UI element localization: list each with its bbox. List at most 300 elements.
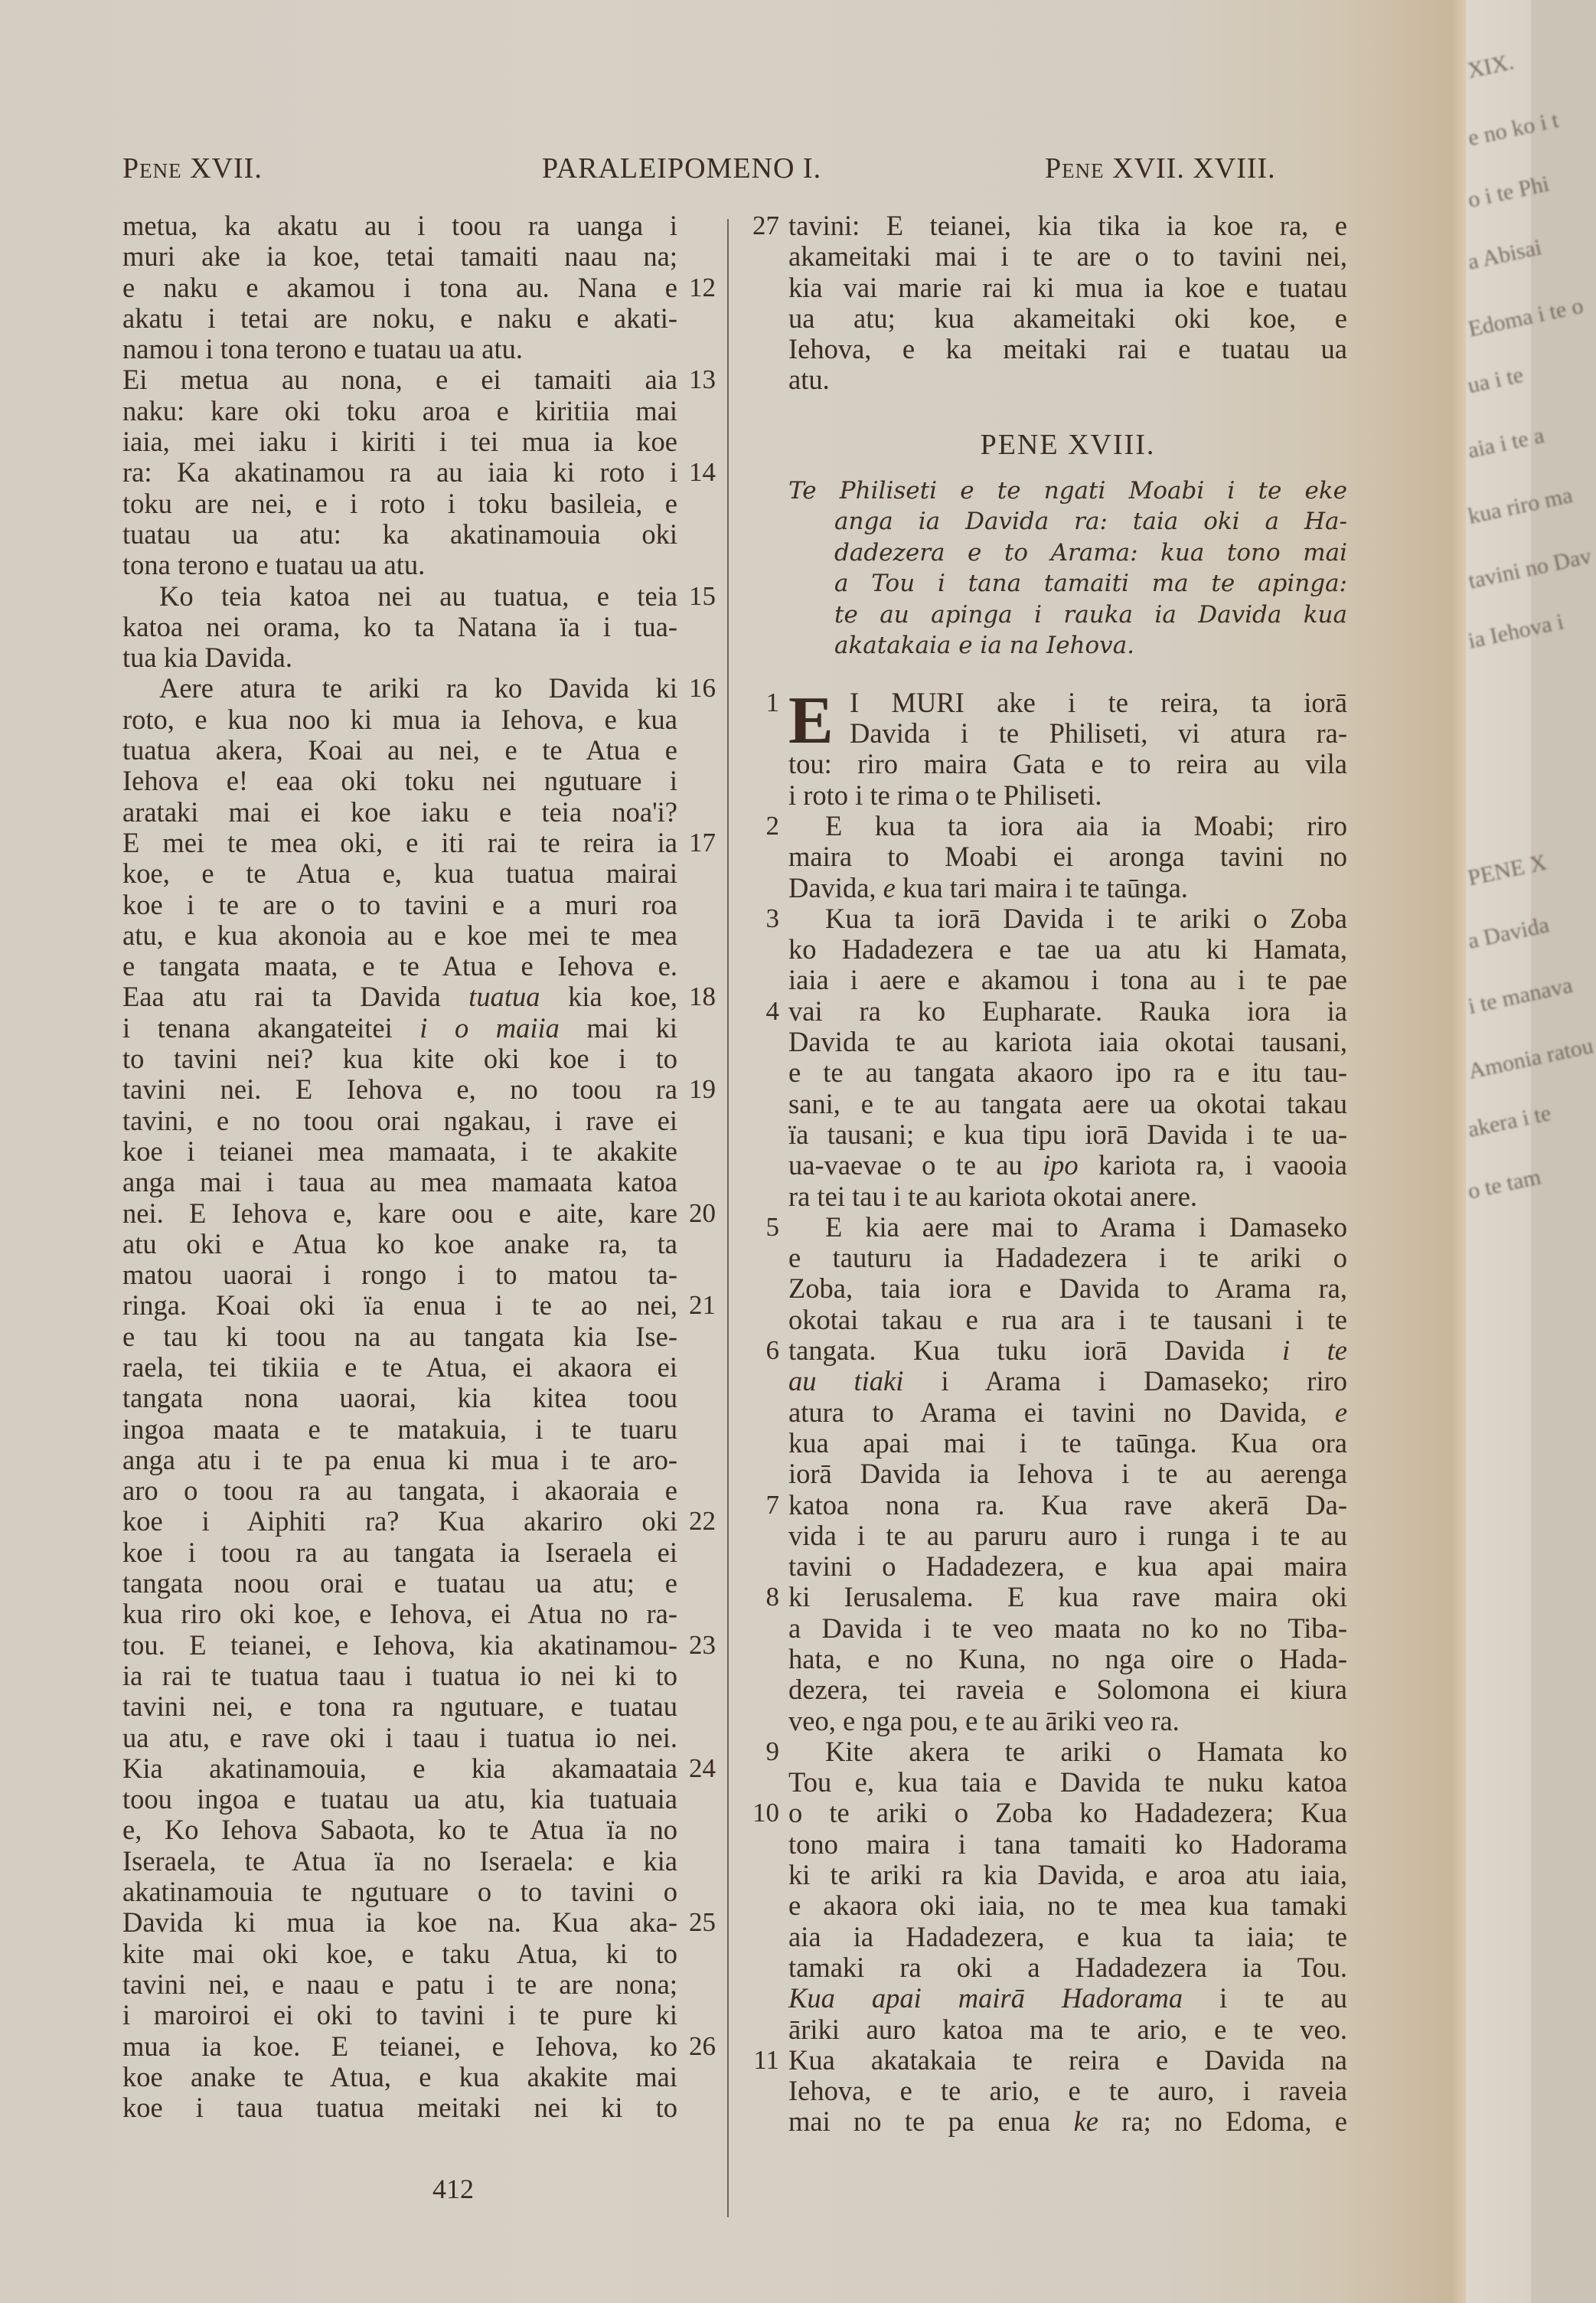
line-text: [788, 2045, 1347, 2076]
summary-text: akatakaia e ia na Iehova.: [834, 632, 1135, 660]
text-line: [122, 1939, 677, 1969]
text-line: [122, 1167, 677, 1197]
adjacent-page-text: ua i te: [1465, 361, 1526, 399]
verse-number: 4: [765, 995, 779, 1026]
text-run: tavini nei, e naau e patu i te are nona;: [122, 1968, 677, 2000]
line-text: [122, 1753, 677, 1784]
verse-number: 27: [752, 211, 779, 240]
italic-text: i te: [1282, 1334, 1348, 1367]
text-run: mai no te pa enua: [788, 2105, 1051, 2138]
line-text: [788, 873, 1347, 903]
text-line: [122, 1628, 716, 1661]
text-run: kite mai oki koe, e taku Atua, ki to: [122, 1937, 677, 1969]
line-text: [788, 1027, 1347, 1057]
text-line: [788, 1273, 1347, 1304]
running-head-left: [122, 152, 263, 185]
text-run: vai ra ko Eupharate. Rauka iora ia: [788, 995, 1347, 1027]
line-text: [122, 1074, 677, 1105]
verse-number: 8: [765, 1582, 779, 1612]
running-head-left-chapter: XVII.: [190, 152, 263, 185]
line-text: [122, 828, 677, 858]
text-run: Kua ta iorā Davida i te ariki o Zoba: [825, 902, 1347, 934]
text-line: [122, 334, 677, 364]
line-text: [122, 334, 677, 364]
text-line: [122, 1599, 677, 1629]
line-text: [122, 1630, 677, 1661]
line-text: [122, 673, 677, 704]
text-run: ua-vaevae o te au: [788, 1149, 1023, 1181]
text-line: [788, 334, 1347, 364]
text-run: vida i te au paruru auro i runga i te au: [788, 1519, 1347, 1551]
text-line: [765, 809, 1347, 841]
text-run: ringa. Koai oki ïa enua i te ao nei,: [122, 1289, 677, 1321]
line-text: [788, 1551, 1347, 1582]
text-line: [788, 1181, 1347, 1212]
italic-text: i o maiia: [419, 1011, 560, 1044]
verse-number: 9: [765, 1736, 779, 1766]
text-run: ua atu; kua akameitaki oki koe, e: [788, 302, 1347, 334]
chapter-summary: [788, 475, 1347, 662]
adjacent-page-edge: [1465, 0, 1596, 2303]
text-line: [122, 1321, 677, 1352]
text-run: koe, e te Atua e, kua tuatua mairai: [122, 858, 677, 890]
line-text: [122, 396, 677, 426]
line-text: [122, 920, 677, 951]
line-text: [122, 1352, 677, 1383]
line-text: [788, 2106, 1347, 2137]
line-text: [788, 241, 1347, 272]
text-run: i maroiroi ei oki to tavini i te pure ki: [122, 1999, 677, 2031]
text-line: [122, 396, 677, 426]
italic-text: tuatua: [468, 981, 540, 1013]
line-text: [122, 1044, 677, 1074]
line-text: [788, 1243, 1347, 1273]
text-line: [122, 519, 677, 550]
line-text: [122, 1414, 677, 1445]
line-text: [788, 1706, 1347, 1736]
line-text: I MURI ake i te reira, ta iorā: [850, 686, 1347, 718]
text-run: E mei te mea oki, e iti rai te reira ia: [122, 826, 677, 858]
text-run: tangata. Kua tuku iorā Davida: [788, 1334, 1245, 1367]
text-line: [788, 303, 1347, 334]
text-run: e te au tangata akaoro ipo ra e itu tau-: [788, 1057, 1347, 1089]
text-run: mua ia koe. E teianei, e Iehova, ko: [122, 2030, 677, 2062]
adjacent-page-text: Amonia ratou: [1466, 1033, 1596, 1084]
text-line: [788, 1983, 1347, 2014]
running-head-title: PARALEIPOMENO I.: [542, 152, 822, 185]
text-run: tangata noou orai e tuatau ua atu; e: [122, 1567, 677, 1599]
text-run: Iseraela, te Atua ïa no Iseraela: e kia: [122, 1844, 677, 1877]
adjacent-page-text: o i te Phi: [1465, 171, 1552, 213]
text-run: Iehova, e te ario, e te auro, i raveia: [788, 2075, 1347, 2107]
text-line: [788, 1706, 1347, 1736]
summary-text: dadezera e to Arama: kua tono mai: [834, 538, 1347, 567]
text-run: tona terono e tuatau ua atu.: [122, 549, 426, 581]
text-line: [788, 1922, 1347, 1952]
text-line: [122, 1505, 716, 1537]
text-run: anga atu i te pa enua ki mua i te aro-: [122, 1443, 677, 1475]
text-run: tou: riro maira Gata e to reira au vila: [788, 748, 1347, 780]
line-text: [122, 1784, 677, 1815]
line-text: [788, 211, 1347, 241]
text-run: aro o toou ra au tangata, i akaoraia e: [122, 1475, 677, 1507]
text-line: [788, 1644, 1347, 1674]
text-line: [122, 1197, 716, 1229]
line-text: [788, 273, 1347, 303]
text-run: kia vai marie rai ki mua ia koe e tuatau: [788, 271, 1347, 303]
text-line: [122, 1106, 677, 1136]
text-line: [788, 780, 1347, 811]
summary-text: anga ia Davida ra: taia oki a Ha-: [834, 508, 1347, 536]
text-run: tavini nei. E Iehova e, no toou ra: [122, 1073, 677, 1106]
text-run: koe i Aiphiti ra? Kua akariro oki: [122, 1505, 677, 1537]
line-text: [788, 1829, 1347, 1860]
line-text: [788, 1273, 1347, 1304]
chapter-heading: PENE XVIII.: [980, 428, 1156, 461]
text-line: [122, 1229, 677, 1259]
text-run: o te ariki o Zoba ko Hadadezera; Kua: [788, 1797, 1347, 1829]
text-run: tou. E teianei, e Iehova, kia akatinamou-: [122, 1628, 677, 1661]
text-run: āriki auro katoa ma te ario, e te veo.: [788, 2013, 1347, 2045]
line-text: [788, 903, 1347, 934]
verse-number: 20: [689, 1197, 716, 1228]
text-line: [122, 981, 716, 1013]
line-text: [122, 581, 677, 612]
text-line: [122, 797, 677, 828]
text-line: [788, 1057, 1347, 1088]
column-rule: [727, 219, 729, 2217]
line-text: [122, 1136, 677, 1167]
text-run: roto, e kua noo ki mua ia Iehova, e kua: [122, 703, 677, 735]
running-head-right: [1045, 152, 1276, 185]
line-text: [122, 766, 677, 796]
verse-number: 5: [765, 1211, 779, 1242]
line-text: [788, 1582, 1347, 1612]
text-line: [122, 1784, 677, 1815]
verse-number: 6: [765, 1335, 779, 1366]
line-text: [122, 704, 677, 735]
text-run: Iehova, e ka meitaki rai e tuatau ua: [788, 333, 1347, 365]
line-text: [122, 2062, 677, 2092]
text-run: ingoa maata e te matakuia, i te tuaru: [122, 1413, 677, 1445]
text-line: [788, 1305, 1347, 1335]
summary-line: [788, 475, 1347, 507]
text-line: [788, 2076, 1347, 2106]
text-run: ra; no Edoma, e: [1121, 2105, 1347, 2138]
line-text: [122, 1969, 677, 2000]
text-line: [788, 273, 1347, 303]
verse-number: 12: [689, 272, 716, 302]
verse-number: 3: [765, 903, 779, 933]
line-text: [122, 1321, 677, 1352]
line-text: [122, 2031, 677, 2062]
verse-number: 17: [689, 827, 716, 858]
running-head-right-prefix: Pene: [1045, 152, 1105, 185]
line-text: [122, 364, 677, 395]
line-text: [788, 1181, 1347, 1212]
summary-text: te au apinga i rauka ia Davida kua: [834, 600, 1347, 629]
italic-text: ipo: [1043, 1149, 1079, 1181]
line-text: [788, 1674, 1347, 1705]
text-line: [122, 1752, 716, 1784]
text-line: [122, 580, 716, 612]
line-text: [122, 1568, 677, 1599]
text-run: Iehova e! eaa oki toku nei ngutuare i: [122, 765, 677, 797]
text-run: to tavini nei? kua kite oki koe i to: [122, 1043, 677, 1075]
text-line: [122, 1475, 677, 1506]
chapter-18-body: [752, 683, 1348, 2138]
running-head-left-prefix: Pene: [122, 152, 182, 185]
verse-number: 22: [689, 1506, 716, 1537]
line-text: [122, 1846, 677, 1877]
text-run: i te au: [1219, 1982, 1348, 2014]
line-text: [122, 1259, 677, 1290]
line-text: [122, 1723, 677, 1753]
text-line: [122, 1136, 677, 1167]
text-run: metua, ka akatu au i toou ra uanga i: [122, 210, 677, 241]
verse-number: 26: [689, 2030, 716, 2061]
adjacent-page-text: PENE X: [1465, 849, 1549, 891]
text-line: [122, 456, 716, 488]
line-text: [788, 1089, 1347, 1119]
line-text: [122, 241, 677, 272]
text-line: [122, 2000, 677, 2030]
text-run: akatu i tetai are noku, e naku e akati-: [122, 302, 677, 334]
text-line: [122, 766, 677, 796]
text-run: koe anake te Atua, e kua akakite mai: [122, 2060, 677, 2092]
text-run: arataki mai ei koe iaku e teia noa'i?: [122, 795, 677, 828]
line-text: [122, 1475, 677, 1506]
text-line: [122, 271, 716, 303]
summary-line: [788, 568, 1347, 599]
text-run: tuatua akera, Koai au nei, e te Atua e: [122, 734, 677, 766]
text-run: kua tari maira i te taūnga.: [902, 871, 1188, 903]
line-text: [122, 2092, 677, 2123]
line-text: [788, 1305, 1347, 1335]
line-text: [788, 303, 1347, 334]
verse-number: 16: [689, 673, 716, 704]
text-line: [122, 1445, 677, 1475]
adjacent-page-text: o te tam: [1465, 1164, 1543, 1204]
text-line: [122, 735, 677, 766]
text-line: [122, 1568, 677, 1599]
text-run: sani, e te au tangata aere ua okotai takau: [788, 1087, 1347, 1119]
text-line: [122, 1013, 677, 1044]
line-text: [122, 550, 677, 580]
line-text: Davida i te Philiseti, vi atura ra-: [850, 717, 1347, 750]
line-text: [788, 811, 1347, 841]
text-run: anga mai i taua au mea mamaata katoa: [122, 1166, 677, 1198]
line-text: [122, 890, 677, 920]
line-text: [122, 1445, 677, 1475]
line-text: [122, 1939, 677, 1969]
line-text: [788, 1397, 1347, 1428]
verse-number: 18: [689, 982, 716, 1012]
line-text: [122, 1383, 677, 1413]
text-run: a Davida i te veo maata no ko no Tiba-: [788, 1612, 1347, 1644]
text-run: tamaki ra oki a Hadadezera ia Tou.: [788, 1951, 1347, 1983]
text-line: [752, 1797, 1347, 1829]
text-run: Kia akatinamouia, e kia akamaataia: [122, 1752, 677, 1784]
text-run: tavini nei, e tona ra ngutuare, e tuatau: [122, 1690, 677, 1723]
line-text: [788, 2076, 1347, 2106]
text-line: [122, 1537, 677, 1568]
line-text: [122, 1106, 677, 1136]
line-text: [122, 1661, 677, 1691]
left-column: [122, 210, 716, 2124]
adjacent-page-text: a Abisai: [1465, 234, 1544, 275]
text-line: [788, 1089, 1347, 1119]
line-text: [122, 858, 677, 889]
text-run: E kua ta iora aia ia Moabi; riro: [825, 809, 1347, 841]
line-text: [122, 1907, 677, 1938]
text-run: dezera, tei raveia e Solomona ei kiura: [788, 1674, 1347, 1706]
text-run: akameitaki mai i te are o to tavini nei,: [788, 240, 1347, 273]
line-text: [122, 211, 677, 241]
summary-line: [788, 599, 1347, 631]
page-number: 412: [432, 2174, 474, 2204]
text-run: ki te ariki ra kia Davida, e aroa atu iaia,: [788, 1859, 1347, 1891]
line-text: [122, 982, 677, 1012]
line-text: [788, 364, 1347, 395]
text-line: [788, 1428, 1347, 1459]
text-line: [122, 426, 677, 457]
line-text: [122, 735, 677, 766]
line-text: [788, 1119, 1347, 1150]
line-text: [788, 934, 1347, 965]
text-line: [788, 934, 1347, 965]
text-run: maira to Moabi ei aronga tavini no: [788, 841, 1347, 873]
text-run: mai ki: [586, 1011, 678, 1044]
text-run: namou i tona terono e tuatau ua atu.: [122, 333, 523, 365]
line-text: [122, 1599, 677, 1629]
text-line: [788, 2106, 1347, 2137]
line-text: [788, 749, 1347, 779]
text-line: [765, 686, 1347, 718]
adjacent-page-text: e no ko i t: [1465, 106, 1562, 152]
line-text: [122, 951, 677, 982]
line-text: [122, 1691, 677, 1722]
text-line: [752, 210, 1347, 241]
text-run: Eaa atu rai ta Davida: [122, 981, 441, 1013]
line-text: [122, 642, 677, 673]
text-run: muri ake ia koe, tetai tamaiti naau na;: [122, 240, 677, 273]
text-line: [765, 902, 1347, 934]
text-line: [788, 2014, 1347, 2045]
line-text: [122, 1815, 677, 1845]
line-text: [122, 1198, 677, 1229]
text-line: [122, 642, 677, 673]
text-run: iaia i aere e akamou i tona au i te pae: [788, 964, 1347, 996]
line-text: [788, 1490, 1347, 1521]
line-text: [788, 1736, 1347, 1767]
adjacent-page-text: ia Iehova i: [1465, 609, 1566, 654]
adjacent-page-text: akera i te: [1465, 1099, 1554, 1143]
line-text: [788, 2014, 1347, 2045]
line-text: [122, 1013, 677, 1044]
verse-number: 24: [689, 1753, 716, 1783]
text-line: [788, 1674, 1347, 1705]
text-run: tangata nona uaorai, kia kitea toou: [122, 1382, 677, 1414]
text-line: [788, 1366, 1347, 1396]
line-text: [122, 1506, 677, 1537]
text-run: ki Ierusalema. E kua rave maira oki: [788, 1581, 1347, 1613]
text-line: [788, 873, 1347, 903]
text-run: tavini o Hadadezera, e kua apai maira: [788, 1550, 1347, 1583]
line-text: [788, 334, 1347, 364]
text-line: [788, 1551, 1347, 1582]
text-run: Davida te au kariota iaia okotai tausani,: [788, 1026, 1347, 1058]
text-line: [122, 2092, 677, 2123]
text-line: [788, 1150, 1347, 1181]
verse-number: 13: [689, 364, 716, 395]
text-line: [788, 241, 1347, 272]
line-text: [122, 1229, 677, 1259]
text-run: ua atu, e rave oki i taau i tuatua io nei.: [122, 1721, 677, 1753]
verse-number: 15: [689, 580, 716, 611]
text-line: [122, 1352, 677, 1383]
text-line: [122, 241, 677, 272]
line-text: [122, 303, 677, 334]
text-run: ïa tausani; e kua tipu iorā Davida i te ua-: [788, 1118, 1347, 1150]
text-run: naku: kare oki toku aroa e kiritiia mai: [122, 394, 677, 426]
text-run: atu.: [788, 364, 830, 396]
line-text: [788, 1798, 1347, 1828]
text-run: e tangata maata, e te Atua e Iehova e.: [122, 950, 677, 982]
line-text: [788, 1335, 1347, 1366]
adjacent-page-text: aia i te a: [1465, 422, 1547, 464]
text-run: Aere atura te ariki ra ko Davida ki: [159, 672, 677, 704]
summary-line: [788, 537, 1347, 569]
text-line: [122, 550, 677, 580]
text-line: [788, 1459, 1347, 1489]
verse-number: 2: [765, 810, 779, 841]
text-line: [122, 826, 716, 858]
text-run: ra tei tau i te au kariota okotai anere.: [788, 1180, 1198, 1212]
text-line: [788, 1521, 1347, 1551]
text-line: [122, 1969, 677, 2000]
text-run: koe i taua tuatua meitaki nei ki to: [122, 2092, 677, 2124]
text-line: [765, 1581, 1347, 1613]
verse-number: 14: [689, 457, 716, 488]
line-text: [788, 841, 1347, 872]
adjacent-page-text: XIX.: [1465, 49, 1516, 83]
text-run: toku are nei, e i roto i toku basileia, e: [122, 487, 677, 519]
line-text: [788, 1428, 1347, 1459]
line-text: [788, 996, 1347, 1027]
text-run: katoa nona ra. Kua rave akerā Da-: [788, 1488, 1347, 1521]
line-text: [788, 1212, 1347, 1243]
line-text: [122, 1877, 677, 1907]
text-line: [122, 1815, 677, 1845]
verse-number: 21: [689, 1290, 716, 1321]
line-text: [788, 1366, 1347, 1396]
text-line: [765, 1210, 1347, 1243]
text-line: [122, 488, 677, 519]
text-run: Davida,: [788, 871, 876, 903]
text-run: Kua akatakaia te reira e Davida na: [788, 2043, 1347, 2076]
line-text: [788, 1644, 1347, 1674]
text-run: tavini, e no toou orai ngakau, i rave ei: [122, 1104, 677, 1136]
line-text: [788, 1521, 1347, 1551]
text-run: i tenana akangateitei: [122, 1011, 393, 1044]
text-line: [122, 672, 716, 704]
verse-number: 1: [765, 687, 779, 717]
verse-number: 10: [752, 1798, 779, 1828]
line-text: [122, 519, 677, 550]
text-line: [788, 965, 1347, 995]
text-line: [122, 890, 677, 920]
